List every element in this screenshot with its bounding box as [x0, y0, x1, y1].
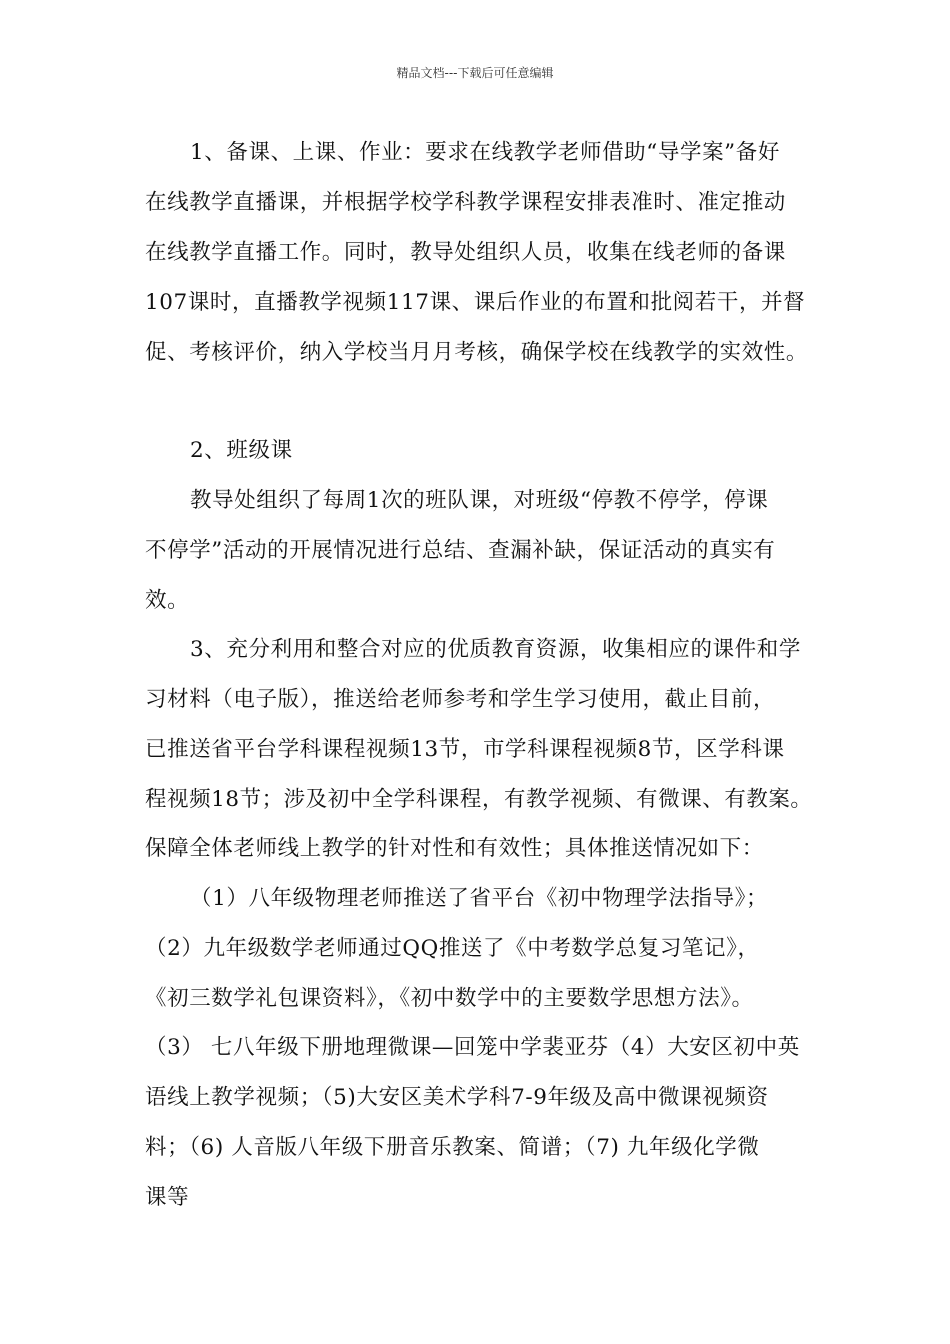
- list-item: （2）九年级数学老师通过QQ推送了《中考数学总复习笔记》，: [145, 936, 760, 961]
- text-line: 在线教学直播工作。同时，教导处组织人员，收集在线老师的备课: [145, 240, 786, 265]
- text-line: 效。: [145, 588, 190, 613]
- text-line: 《初三数学礼包课资料》，《初中数学中的主要数学思想方法》。: [145, 986, 754, 1011]
- text-line: 课等: [145, 1185, 190, 1210]
- text-line: 在线教学直播课，并根据学校学科教学课程安排表准时、准定推动: [145, 190, 786, 215]
- text-line: 教导处组织了每周1次的班队课，对班级“停教不停学，停课: [190, 488, 769, 513]
- text-line: 习材料（电子版），推送给老师参考和学生学习使用，截止目前，: [145, 687, 776, 712]
- section-heading: 2、班级课: [190, 438, 293, 463]
- text-line: 语线上教学视频；（5)大安区美术学科7-9年级及高中微课视频资: [145, 1085, 769, 1110]
- text-line: 已推送省平台学科课程视频13节，市学科课程视频8节，区学科课: [145, 737, 785, 762]
- text-line: 保障全体老师线上教学的针对性和有效性；具体推送情况如下：: [145, 836, 764, 861]
- text-line: 不停学”活动的开展情况进行总结、查漏补缺，保证活动的真实有: [145, 538, 776, 563]
- text-line: 料；（6) 人音版八年级下册音乐教案、简谱；（7) 九年级化学微: [145, 1135, 760, 1160]
- text-line: 1、备课、上课、作业：要求在线教学老师借助“导学案”备好: [190, 140, 780, 165]
- text-line: 107课时，直播教学视频117课、课后作业的布置和批阅若干，并督: [145, 290, 806, 315]
- text-line: 程视频18节；涉及初中全学科课程，有教学视频、有微课、有教案。: [145, 787, 813, 812]
- list-item: （3） 七八年级下册地理微课—回笼中学裴亚芬（4）大安区初中英: [145, 1035, 800, 1060]
- text-line: 促、考核评价，纳入学校当月月考核，确保学校在线教学的实效性。: [145, 340, 809, 365]
- page-header: 精品文档---下载后可任意编辑: [396, 66, 554, 80]
- text-line: 3、充分利用和整合对应的优质教育资源，收集相应的课件和学: [190, 637, 801, 662]
- list-item: （1）八年级物理老师推送了省平台《初中物理学法指导》；: [190, 886, 769, 911]
